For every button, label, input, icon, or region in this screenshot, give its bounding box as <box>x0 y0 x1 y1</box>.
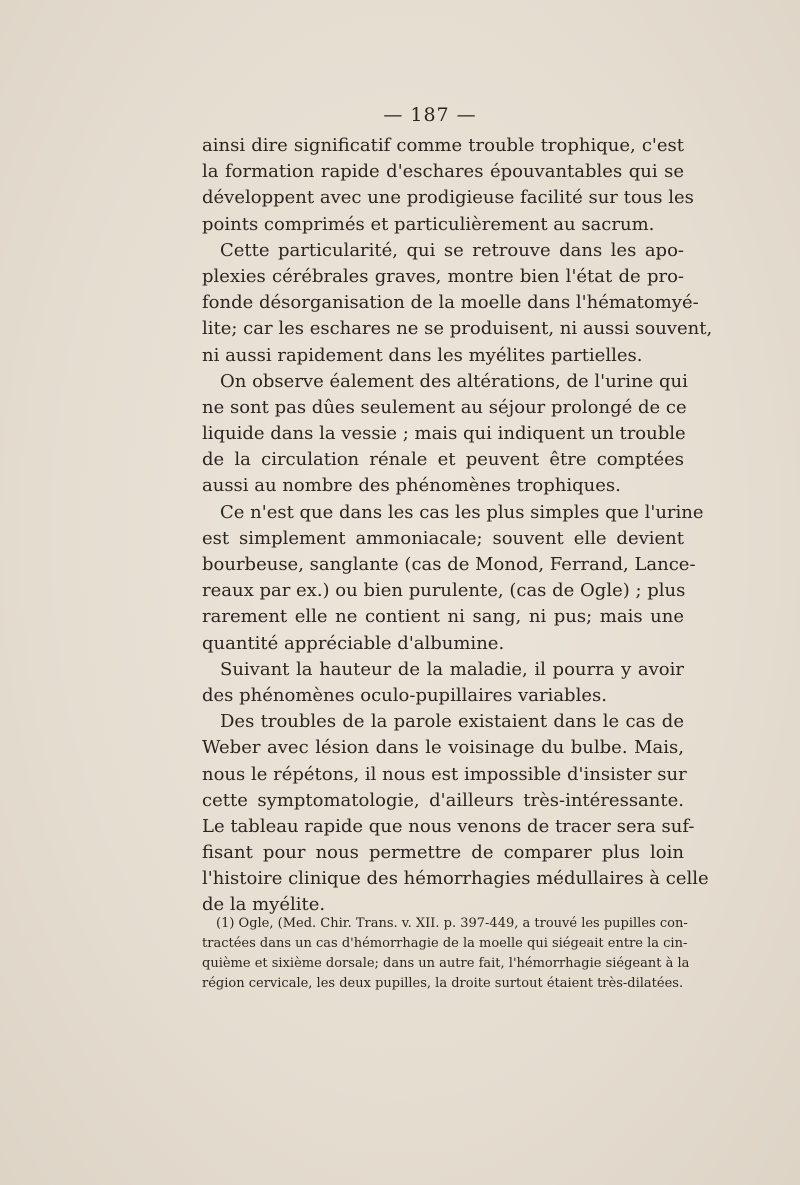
footnote-line: région cervicale, les deux pupilles, la droite surtout étaient très-dilatées. <box>202 976 684 991</box>
text-line: Le tableau rapide que nous venons de tracer sera suf- <box>202 815 695 837</box>
text-line: plexies cérébrales graves, montre bien l'état de pro- <box>202 265 684 287</box>
text-line: points comprimés et particulièrement au sacrum. <box>202 213 655 235</box>
text-line: liquide dans la vessie ; mais qui indiquent un trouble <box>202 423 686 445</box>
text-line: cette symptomatologie, d'ailleurs très-intéressante. <box>202 789 684 811</box>
text-line: ne sont pas dûes seulement au séjour prolongé de ce <box>202 396 687 418</box>
text-line: fonde désorganisation de la moelle dans l'hématomyé- <box>202 292 699 314</box>
text-line: reaux par ex.) ou bien purulente, (cas de Ogle) ; plus <box>202 580 686 602</box>
text-line: l'histoire clinique des hémorrhagies médullaires à celle <box>202 868 709 890</box>
page-number: — 187 — <box>383 104 477 126</box>
text-line: Suivant la hauteur de la maladie, il pourra y avoir <box>220 658 684 680</box>
text-line: Des troubles de la parole existaient dans le cas de <box>220 711 684 733</box>
text-line: des phénomènes oculo-pupillaires variables. <box>202 684 607 706</box>
text-line: Ce n'est que dans les cas les plus simples que l'urine <box>220 501 704 523</box>
footnote-line: tractées dans un cas d'hémorrhagie de la moelle qui siégeait entre la cin- <box>202 936 688 951</box>
text-line: ni aussi rapidement dans les myélites partielles. <box>202 344 643 366</box>
text-line: rarement elle ne contient ni sang, ni pus; mais une <box>202 606 684 628</box>
text-line: nous le répétons, il nous est impossible d'insister sur <box>202 763 687 785</box>
footnote <box>202 914 690 994</box>
text-line: est simplement ammoniacale; souvent elle devient <box>202 527 684 549</box>
text-line: la formation rapide d'eschares épouvantables qui se <box>202 161 684 183</box>
text-line: de la myélite. <box>202 894 326 916</box>
text-line: de la circulation rénale et peuvent être comptées <box>202 449 684 471</box>
text-line: quantité appréciable d'albumine. <box>202 632 505 654</box>
text-line: lite; car les eschares ne se produisent, ni aussi souvent, <box>202 318 713 340</box>
text-line: On observe éalement des altérations, de l'urine qui <box>220 370 688 392</box>
text-line: bourbeuse, sanglante (cas de Monod, Ferrand, Lance- <box>202 554 696 575</box>
footnote-line: (1) Ogle, (Med. Chir. Trans. v. XII. p. 397-449, a trouvé les pupilles con- <box>216 916 688 931</box>
text-line: ainsi dire significatif comme trouble trophique, c'est <box>202 135 684 156</box>
text-line: aussi au nombre des phénomènes trophiques. <box>202 475 621 497</box>
text-line: fisant pour nous permettre de comparer plus loin <box>202 842 684 864</box>
text-line: Weber avec lésion dans le voisinage du bulbe. Mais, <box>202 737 684 759</box>
footnote-line: quième et sixième dorsale; dans un autre fait, l'hémorrhagie siégeant à la <box>202 956 690 971</box>
body-text <box>202 133 713 919</box>
text-line: Cette particularité, qui se retrouve dans les apo- <box>220 239 684 261</box>
text-line: développent avec une prodigieuse facilité sur tous les <box>202 187 694 209</box>
